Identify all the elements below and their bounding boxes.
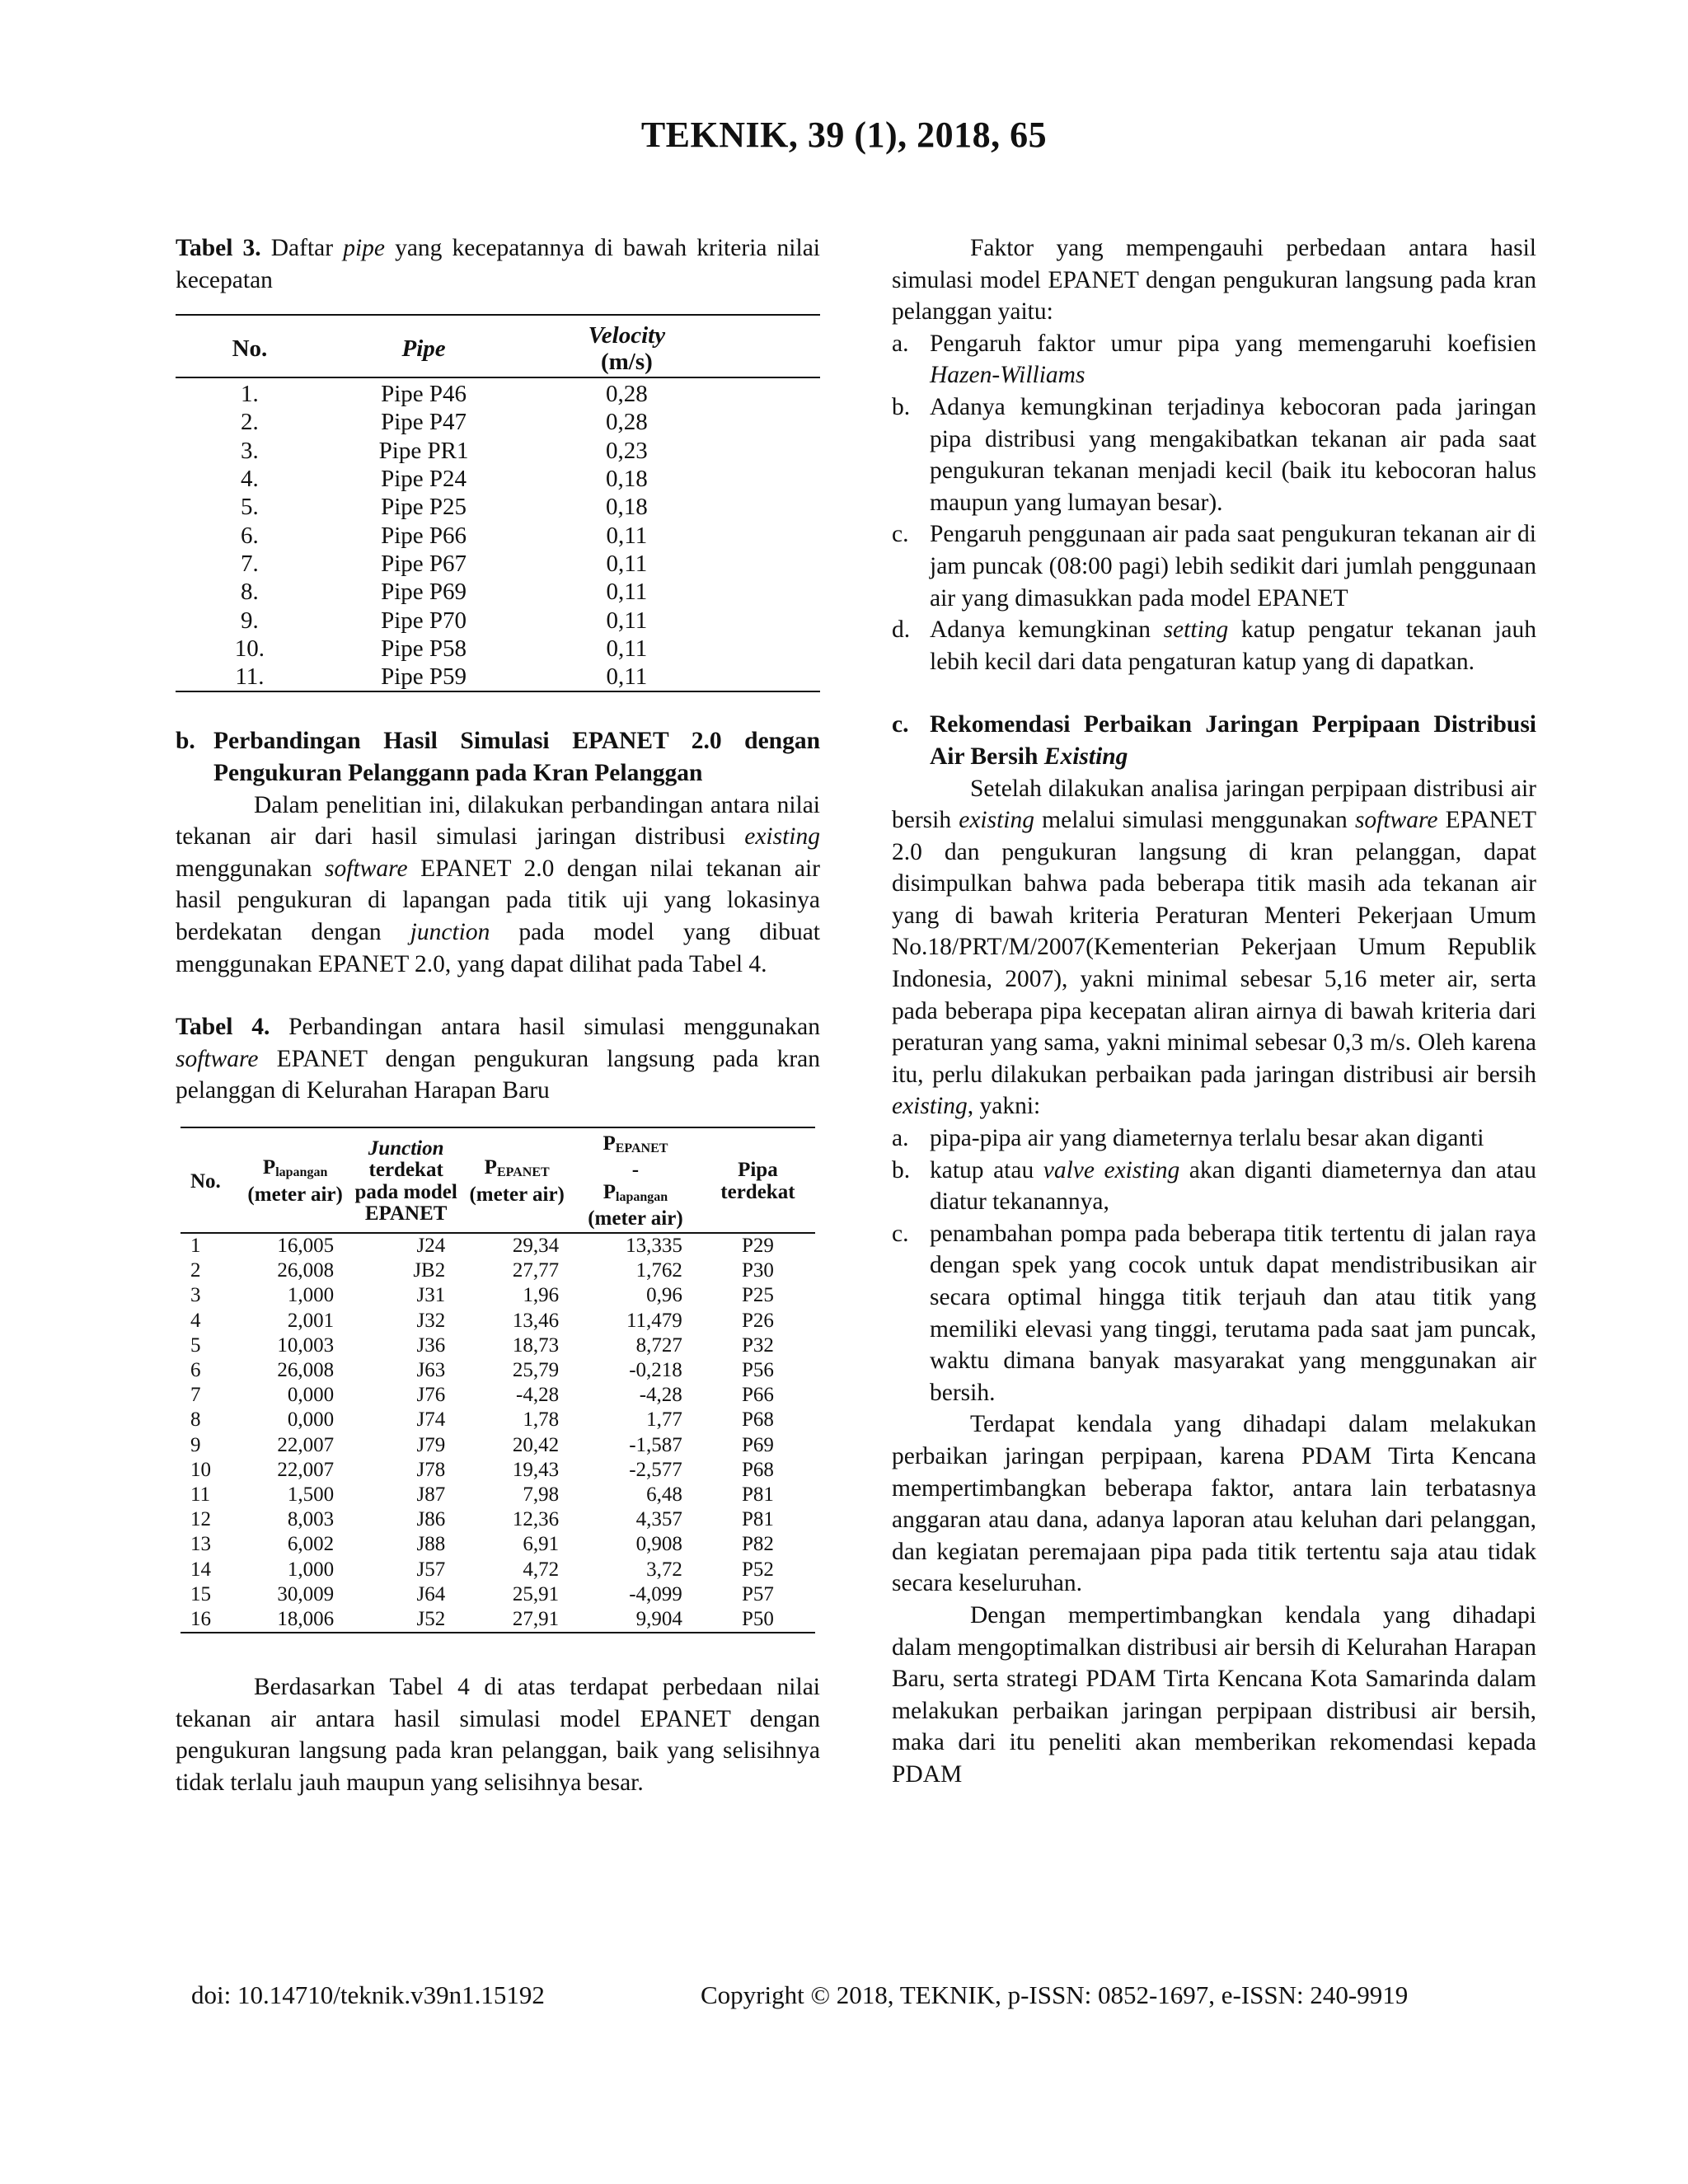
left-column — [176, 232, 820, 1799]
table3-cell-pipe: Pipe P66 — [381, 522, 467, 549]
table4-cell-pipa: P69 — [741, 1433, 774, 1456]
table4-cell-junction: J88 — [416, 1533, 446, 1556]
table4-cell-difference: 0,96 — [646, 1284, 682, 1307]
table4-cell-pepanet: -4,28 — [516, 1384, 560, 1407]
table4-row — [181, 1283, 815, 1308]
table4-cell-pepanet: 27,91 — [512, 1608, 560, 1631]
table3-row — [176, 465, 820, 493]
table4-header-pepanet: PEPANET (meter air) — [469, 1156, 565, 1206]
last-paragraph: Dengan mempertimbangkan kendala yang dihadapi dalam mengoptimalkan distribusi air bersih di Kelurahan Harapan Baru, serta strategi PDAM Tirta Kencana Kota Samarinda dalam melakukan perbaikan jaringan perpipaan distribusi air bersih, maka dari itu peneliti akan memberikan rekomendasi kepada PDAM — [892, 1601, 1536, 1788]
table4-cell-junction: J52 — [416, 1608, 446, 1631]
table4-cell-junction: J87 — [416, 1483, 446, 1507]
table3-cell-velocity: 0,11 — [606, 635, 648, 662]
table3-cell-velocity: 0,18 — [606, 466, 648, 493]
table4-cell-junction: J24 — [416, 1234, 446, 1257]
table4-row — [181, 1309, 815, 1333]
factor-d: d. Adanya kemungkinan setting katup pengatur tekanan jauh lebih kecil dari data pengaturan katup yang di dapatkan. — [892, 616, 1537, 675]
table4-cell-pipa: P25 — [741, 1284, 774, 1307]
table3-header-pipe: Pipe — [401, 335, 446, 363]
table3-cell-no: 8. — [241, 579, 259, 606]
table4-cell-pepanet: 1,78 — [523, 1408, 560, 1432]
table4-row — [181, 1358, 815, 1383]
table4-cell-difference: -4,28 — [639, 1384, 682, 1407]
table4-cell-pipa: P68 — [741, 1408, 774, 1432]
factor-c: c. Pengaruh penggunaan air pada saat pengukuran tekanan air di jam puncak (08:00 pagi) lebih sedikit dari jumlah penggunaan air yang dimasukkan pada model EPANET — [892, 521, 1536, 612]
table3-caption-label: Tabel 3. — [176, 235, 261, 261]
table4-cell-pipa: P30 — [741, 1259, 774, 1282]
recommendations-list — [892, 1122, 1536, 1408]
table4-cell-plapangan: 1,000 — [287, 1284, 335, 1307]
table4-header-no: No. — [190, 1169, 221, 1193]
table3-cell-no: 2. — [241, 409, 259, 436]
table4-cell-difference: 4,357 — [635, 1508, 682, 1531]
table4-cell-pipa: P26 — [741, 1309, 774, 1332]
table3-cell-no: 7. — [241, 550, 259, 577]
table4-cell-no: 14 — [190, 1558, 211, 1581]
table4-cell-plapangan: 10,003 — [277, 1333, 335, 1357]
table4-cell-no: 1 — [190, 1234, 201, 1257]
table4-cell-junction: J79 — [416, 1433, 446, 1456]
table4-cell-pipa: P68 — [741, 1458, 774, 1481]
table4-cell-plapangan: 8,003 — [287, 1508, 335, 1531]
section-b-title — [176, 725, 820, 789]
table4-cell-plapangan: 26,008 — [277, 1259, 335, 1282]
journal-header: TEKNIK, 39 (1), 2018, 65 — [640, 115, 1048, 155]
table4-row — [181, 1558, 815, 1582]
table4-cell-difference: -0,218 — [629, 1359, 682, 1381]
table3-cell-no: 4. — [241, 466, 259, 493]
table3-cell-pipe: Pipe P70 — [381, 607, 467, 634]
table3-header-velocity-label: Velocity — [588, 322, 666, 349]
table4-cell-pepanet: 29,34 — [512, 1234, 560, 1257]
table4-cell-no: 7 — [190, 1384, 201, 1407]
recommendation-c: c. penambahan pompa pada beberapa titik tertentu di jalan raya dengan spek yang cocok untuk dapat mendistribusikan air secara optimal hingga titik terjauh dan atau titik yang memiliki elevasi yang tinggi, terutama pada saat jam puncak, waktu dimana banyak masyarakat yang menggunakan air bersih. — [892, 1220, 1536, 1406]
table3-header-velocity — [523, 315, 729, 377]
table3-cell-velocity: 0,11 — [606, 607, 648, 634]
table4-cell-plapangan: 0,000 — [287, 1408, 335, 1432]
table3-row — [176, 408, 820, 436]
table4-row — [181, 1233, 815, 1258]
table3-cell-no: 10. — [234, 635, 265, 662]
section-c-label: c. — [892, 711, 909, 738]
table4-cell-pipa: P81 — [741, 1508, 774, 1531]
table4-cell-no: 10 — [190, 1458, 211, 1481]
table3-row — [176, 607, 820, 635]
table4-cell-pepanet: 27,77 — [512, 1259, 560, 1282]
table3-row — [176, 635, 820, 663]
table4-cell-junction: J86 — [416, 1508, 446, 1531]
table3-caption — [176, 232, 820, 296]
table4-cell-no: 15 — [190, 1582, 211, 1605]
table3-cell-pipe: Pipe P58 — [381, 635, 467, 662]
footer-copyright: Copyright © 2018, TEKNIK, p-ISSN: 0852-1697, e-ISSN: 240-9919 — [701, 1980, 1409, 2009]
table4-cell-junction: J74 — [416, 1408, 446, 1432]
table4-header-pipa: Pipa terdekat — [720, 1159, 795, 1203]
table3 — [176, 314, 820, 692]
table4-cell-plapangan: 30,009 — [277, 1582, 335, 1605]
table4-cell-junction: J78 — [416, 1458, 446, 1481]
table3-header-velocity-unit: (m/s) — [600, 349, 653, 376]
table4-cell-no: 16 — [190, 1608, 211, 1631]
table4-cell-plapangan: 16,005 — [277, 1234, 335, 1257]
table4-cell-junction: J63 — [416, 1359, 446, 1381]
factors-intro: Faktor yang mempengauhi perbedaan antara hasil simulasi model EPANET dengan pengukuran langsung pada kran pelanggan yaitu: — [892, 235, 1536, 326]
table3-caption-text-2: yang kecepatannya di bawah kriteria nilai kecepatan — [176, 235, 820, 293]
table3-cell-velocity: 0,28 — [606, 381, 648, 408]
after-table4-paragraph: Berdasarkan Tabel 4 di atas terdapat perbedaan nilai tekanan air antara hasil simulasi model EPANET dengan pengukuran langsung pada kran pelanggan, baik yang selisihnya tidak terlalu jauh maupun yang selisihnya besar. — [176, 1674, 820, 1797]
table4-cell-plapangan: 6,002 — [287, 1533, 335, 1556]
footer-doi: doi: 10.14710/teknik.v39n1.15192 — [191, 1980, 545, 2009]
table4-cell-no: 13 — [190, 1533, 211, 1556]
table3-cell-pipe: Pipe P59 — [381, 663, 467, 691]
table4-cell-difference: 6,48 — [646, 1483, 682, 1507]
table4-caption: Tabel 4. Perbandingan antara hasil simulasi menggunakan software EPANET dengan pengukuran langsung pada kran pelanggan di Kelurahan Harapan Baru — [176, 1014, 820, 1104]
table4-cell-pepanet: 1,96 — [523, 1284, 560, 1307]
table4-cell-junction: J76 — [416, 1384, 446, 1407]
table3-row — [176, 377, 820, 408]
recommendation-b: b. katup atau valve existing akan diganti diameternya dan atau diatur tekanannya, — [892, 1156, 1536, 1216]
table4-cell-pepanet: 25,79 — [512, 1359, 560, 1381]
table4-cell-pepanet: 18,73 — [512, 1333, 560, 1357]
table4-cell-pepanet: 20,42 — [512, 1433, 560, 1456]
table3-row — [176, 578, 820, 606]
table4-cell-difference: 3,72 — [646, 1558, 682, 1581]
table4-cell-no: 3 — [190, 1284, 201, 1307]
table4-row — [181, 1532, 815, 1557]
table4-cell-pipa: P29 — [741, 1234, 774, 1257]
kendala-paragraph: Terdapat kendala yang dihadapi dalam melakukan perbaikan jaringan perpipaan, karena PDAM Tirta Kencana mempertimbangkan beberapa faktor, antara lain terbatasnya anggaran atau dana, adanya laporan atau keluhan dari pelanggan, dan kegiatan peremajaan pipa pada titik tertentu saja atau tidak secara keseluruhan. — [892, 1411, 1536, 1597]
table4-cell-difference: 8,727 — [635, 1333, 682, 1357]
table3-cell-pipe: Pipe P25 — [381, 494, 467, 521]
table4-cell-no: 4 — [190, 1309, 201, 1332]
table4-cell-plapangan: 22,007 — [277, 1458, 335, 1481]
table4-cell-difference: -2,577 — [629, 1458, 682, 1481]
table4-row — [181, 1582, 815, 1607]
table3-cell-no: 11. — [235, 663, 265, 691]
table4-cell-difference: 1,77 — [646, 1408, 682, 1432]
table3-cell-no: 6. — [241, 522, 259, 549]
table4-cell-junction: JB2 — [413, 1259, 446, 1282]
table4-row — [181, 1458, 815, 1483]
table4-cell-no: 9 — [190, 1433, 201, 1456]
table4-row — [181, 1408, 815, 1432]
table3-cell-velocity: 0,11 — [606, 579, 648, 606]
section-c-paragraph: Setelah dilakukan analisa jaringan perpipaan distribusi air bersih existing melalui simulasi menggunakan software EPANET 2.0 dan pengukuran langsung di kran pelanggan, dapat disimpulkan bahwa pada beberapa titik masih ada tekanan air yang di bawah kriteria Peraturan Menteri Pekerjaan Umum No.18/PRT/M/2007(Kementerian Pekerjaan Umum Republik Indonesia, 2007), yakni minimal sebesar 5,16 meter air, serta pada beberapa pipa kecepatan aliran airnya di bawah kriteria dari peraturan yang sama, yakni minimal sebesar 0,3 m/s. Oleh karena itu, perlu dilakukan perbaikan pada jaringan distribusi air bersih existing, yakni: — [892, 775, 1536, 1120]
section-b-label: b. — [176, 728, 195, 755]
table3-caption-text: Daftar — [260, 235, 344, 261]
table4-body — [181, 1233, 815, 1633]
table3-cell-no: 9. — [241, 607, 259, 634]
table4-cell-pepanet: 7,98 — [523, 1483, 560, 1507]
factors-list — [892, 328, 1536, 678]
table4-cell-junction: J57 — [416, 1558, 446, 1581]
table4-cell-pipa: P52 — [741, 1558, 774, 1581]
table3-row — [176, 550, 820, 578]
table4-cell-plapangan: 22,007 — [277, 1433, 335, 1456]
table4-cell-plapangan: 2,001 — [287, 1309, 335, 1332]
table4-row — [181, 1333, 815, 1358]
table3-header-no: No. — [232, 335, 268, 363]
table3-row — [176, 663, 820, 691]
table4-cell-pipa: P66 — [741, 1384, 774, 1407]
table4-cell-difference: 11,479 — [626, 1309, 682, 1332]
table4-cell-difference: 0,908 — [635, 1533, 682, 1556]
table4-cell-pipa: P57 — [741, 1582, 774, 1605]
table4-cell-difference: 13,335 — [626, 1234, 682, 1257]
factor-b: b. Adanya kemungkinan terjadinya kebocoran pada jaringan pipa distribusi yang mengakibatkan tekanan air pada saat pengukuran tekanan menjadi kecil (baik itu kebocoran halus maupun yang lumayan besar). — [892, 393, 1536, 516]
table3-cell-no: 1. — [241, 381, 259, 408]
table3-cell-velocity: 0,28 — [606, 409, 648, 436]
table4-cell-difference: -1,587 — [629, 1433, 682, 1456]
factor-a: a. Pengaruh faktor umur pipa yang memengaruhi koefisien Hazen-Williams — [892, 330, 1536, 389]
table3-cell-velocity: 0,11 — [606, 550, 648, 577]
table4-cell-junction: J31 — [416, 1284, 446, 1307]
table4-caption-label: Tabel 4. — [176, 1014, 270, 1041]
table4 — [181, 1127, 815, 1633]
table3-row — [176, 437, 820, 465]
table3-cell-velocity: 0,18 — [606, 494, 648, 521]
table4-header-difference: PEPANET - Plapangan (meter air) — [588, 1132, 683, 1230]
table4-cell-plapangan: 1,000 — [287, 1558, 335, 1581]
table4-row — [181, 1258, 815, 1283]
table3-cell-velocity: 0,11 — [606, 522, 648, 549]
table4-cell-difference: 1,762 — [635, 1259, 682, 1282]
table4-row — [181, 1433, 815, 1458]
table4-cell-junction: J64 — [416, 1582, 446, 1605]
table4-cell-pepanet: 4,72 — [523, 1558, 560, 1581]
table4-cell-pipa: P32 — [741, 1333, 774, 1357]
table4-cell-no: 2 — [190, 1259, 201, 1282]
table4-cell-pipa: P56 — [741, 1359, 774, 1381]
table4-cell-pepanet: 19,43 — [512, 1458, 560, 1481]
table4-row — [181, 1483, 815, 1507]
table4-row — [181, 1607, 815, 1633]
table4-cell-plapangan: 26,008 — [277, 1359, 335, 1381]
table4-cell-plapangan: 18,006 — [277, 1608, 335, 1631]
table3-row — [176, 522, 820, 550]
table4-cell-no: 6 — [190, 1359, 201, 1381]
table3-cell-pipe: Pipe P46 — [381, 381, 467, 408]
table3-cell-pipe: Pipe PR1 — [378, 437, 469, 464]
right-column — [892, 232, 1536, 1791]
table4-cell-pepanet: 12,36 — [512, 1508, 560, 1531]
table4-cell-pipa: P81 — [741, 1483, 774, 1507]
section-b-paragraph: Dalam penelitian ini, dilakukan perbandingan antara nilai tekanan air dari hasil simulasi jaringan distribusi existing menggunakan software EPANET 2.0 dengan nilai tekanan air hasil pengukuran di lapangan pada titik uji yang lokasinya berdekatan dengan junction pada model yang dibuat menggunakan EPANET 2.0, yang dapat dilihat pada Tabel 4. — [176, 791, 820, 977]
table4-cell-difference: -4,099 — [629, 1582, 682, 1605]
table4-row — [181, 1383, 815, 1408]
table4-cell-no: 5 — [190, 1333, 201, 1357]
table3-body — [176, 377, 820, 691]
table4-cell-pepanet: 25,91 — [512, 1582, 560, 1605]
table3-cell-pipe: Pipe P69 — [381, 579, 467, 606]
table3-cell-velocity: 0,11 — [606, 663, 648, 691]
table4-cell-difference: 9,904 — [635, 1608, 682, 1631]
table3-caption-italic: pipe — [343, 235, 385, 261]
table4-cell-pepanet: 6,91 — [523, 1533, 560, 1556]
table4-row — [181, 1507, 815, 1532]
table4-header-junction: Junction terdekat pada model EPANET — [354, 1137, 457, 1226]
table3-cell-no: 3. — [241, 437, 259, 464]
table3-cell-pipe: Pipe P24 — [381, 466, 467, 493]
section-b-title-text: Perbandingan Hasil Simulasi EPANET 2.0 dengan Pengukuran Pelanggann pada Kran Pelanggan — [213, 728, 820, 787]
recommendation-a: a. pipa-pipa air yang diameternya terlalu besar akan diganti — [892, 1125, 1484, 1152]
table4-header-plapangan: Plapangan (meter air) — [247, 1156, 343, 1206]
table4-cell-plapangan: 1,500 — [287, 1483, 335, 1507]
table3-cell-velocity: 0,23 — [606, 437, 648, 464]
table3-cell-pipe: Pipe P47 — [381, 409, 467, 436]
table4-cell-junction: J32 — [416, 1309, 446, 1332]
table3-cell-no: 5. — [241, 494, 259, 521]
table3-cell-pipe: Pipe P67 — [381, 550, 467, 577]
section-c-title: c. Rekomendasi Perbaikan Jaringan Perpipaan Distribusi Air Bersih Existing — [892, 709, 1536, 772]
table4-cell-no: 11 — [190, 1483, 211, 1507]
table4-cell-pipa: P82 — [741, 1533, 774, 1556]
table4-cell-no: 12 — [190, 1508, 211, 1531]
table4-cell-plapangan: 0,000 — [287, 1384, 335, 1407]
table4-cell-junction: J36 — [416, 1333, 446, 1357]
table4-cell-no: 8 — [190, 1408, 201, 1432]
table3-row — [176, 493, 820, 521]
table4-cell-pipa: P50 — [741, 1608, 774, 1631]
table4-cell-pepanet: 13,46 — [512, 1309, 560, 1332]
